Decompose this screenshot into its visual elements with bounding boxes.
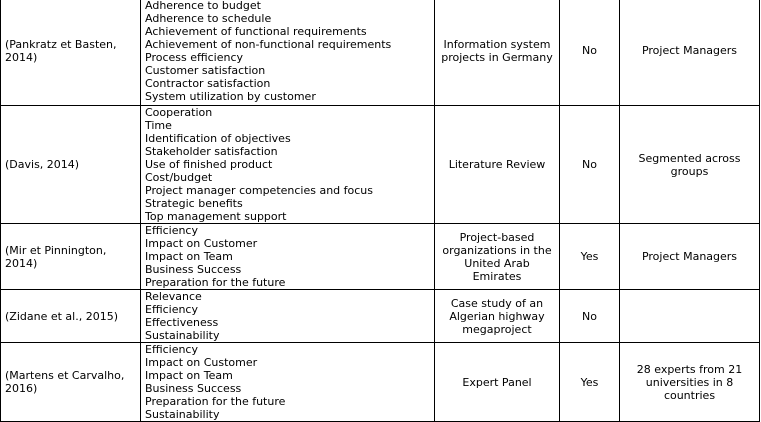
criterion-item: Achievement of functional requirements (145, 24, 367, 38)
criterion-item: Use of finished product (145, 158, 273, 171)
respondents-text: 28 experts from 21 universities in 8 countries (636, 362, 743, 402)
flag-text: Yes (580, 250, 599, 263)
flag-text: No (582, 309, 597, 323)
flag-text: No (582, 158, 597, 171)
table-row (1, 290, 760, 343)
respondents-text: Project Managers (641, 250, 738, 263)
criterion-item: Impact on Team (145, 369, 233, 382)
criterion-item: Impact on Customer (145, 237, 258, 250)
criterion-item: Stakeholder satisfaction (145, 145, 278, 158)
author-text: (Zidane et al., 2015) (5, 309, 118, 323)
context-cell (435, 290, 560, 343)
criteria-cell (141, 0, 435, 106)
author-cell (1, 224, 141, 290)
author-cell (1, 0, 141, 106)
flag-cell (560, 224, 620, 290)
author-text: (Davis, 2014) (5, 158, 80, 171)
criterion-item: Relevance (145, 290, 202, 303)
flag-cell (560, 343, 620, 422)
criterion-item: Process efficiency (145, 50, 244, 64)
context-cell (435, 106, 560, 224)
criterion-item: Efficiency (145, 343, 198, 356)
context-text: Case study of an Algerian highway megaproject (449, 296, 545, 336)
criterion-item: Project manager competencies and focus (145, 184, 374, 197)
context-text: Literature Review (448, 158, 546, 171)
criterion-item: Sustainability (145, 329, 220, 342)
respondents-cell (620, 290, 760, 343)
criterion-item: Effectiveness (145, 316, 219, 329)
criterion-item: Efficiency (145, 303, 198, 316)
table-row (1, 224, 760, 290)
context-text: Project-based organizations in the United Arab Emirates (442, 230, 552, 283)
criterion-item: Customer satisfaction (145, 63, 266, 77)
respondents-cell (620, 343, 760, 422)
flag-cell (560, 106, 620, 224)
criterion-item: Preparation for the future (145, 276, 286, 289)
table-row (1, 0, 760, 106)
table-row (1, 343, 760, 422)
author-text: (Martens et Carvalho, 2016) (5, 369, 125, 395)
criterion-item: Adherence to schedule (145, 11, 272, 25)
criteria-cell (141, 224, 435, 290)
respondents-cell (620, 0, 760, 106)
criterion-item: System utilization by customer (145, 89, 316, 103)
respondents-cell (620, 224, 760, 290)
author-text: (Mir et Pinnington, 2014) (5, 243, 107, 270)
criterion-item: Achievement of non-functional requirements (145, 37, 392, 51)
author-cell (1, 343, 141, 422)
author-text: (Pankratz et Basten, 2014) (5, 37, 117, 64)
criterion-item: Business Success (145, 263, 242, 276)
criterion-item: Strategic benefits (145, 197, 243, 210)
author-cell (1, 290, 141, 343)
respondents-text: Segmented across groups (638, 151, 741, 178)
criterion-item: Business Success (145, 382, 242, 395)
criteria-cell (141, 290, 435, 343)
flag-text: Yes (580, 375, 599, 389)
respondents-cell (620, 106, 760, 224)
criterion-item: Impact on Team (145, 250, 233, 263)
criterion-item: Impact on Customer (145, 356, 258, 369)
context-text: Information system projects in Germany (441, 37, 553, 64)
criteria-cell (141, 106, 435, 224)
criterion-item: Identification of objectives (145, 132, 291, 145)
criterion-item: Adherence to budget (145, 0, 261, 12)
context-cell (435, 224, 560, 290)
criterion-item: Top management support (145, 210, 287, 223)
flag-cell (560, 0, 620, 106)
author-cell (1, 106, 141, 224)
criterion-item: Efficiency (145, 224, 198, 237)
criterion-item: Cost/budget (145, 171, 213, 184)
flag-text: No (582, 44, 597, 57)
criterion-item: Contractor satisfaction (145, 76, 271, 90)
criterion-item: Time (145, 119, 172, 132)
table-row (1, 106, 760, 224)
context-cell (435, 0, 560, 106)
respondents-text: Project Managers (641, 44, 738, 57)
criterion-item: Preparation for the future (145, 395, 286, 408)
context-text: Expert Panel (462, 375, 532, 389)
context-cell (435, 343, 560, 422)
criterion-item: Sustainability (145, 408, 220, 421)
flag-cell (560, 290, 620, 343)
criterion-item: Cooperation (145, 106, 213, 119)
criteria-cell (141, 343, 435, 422)
